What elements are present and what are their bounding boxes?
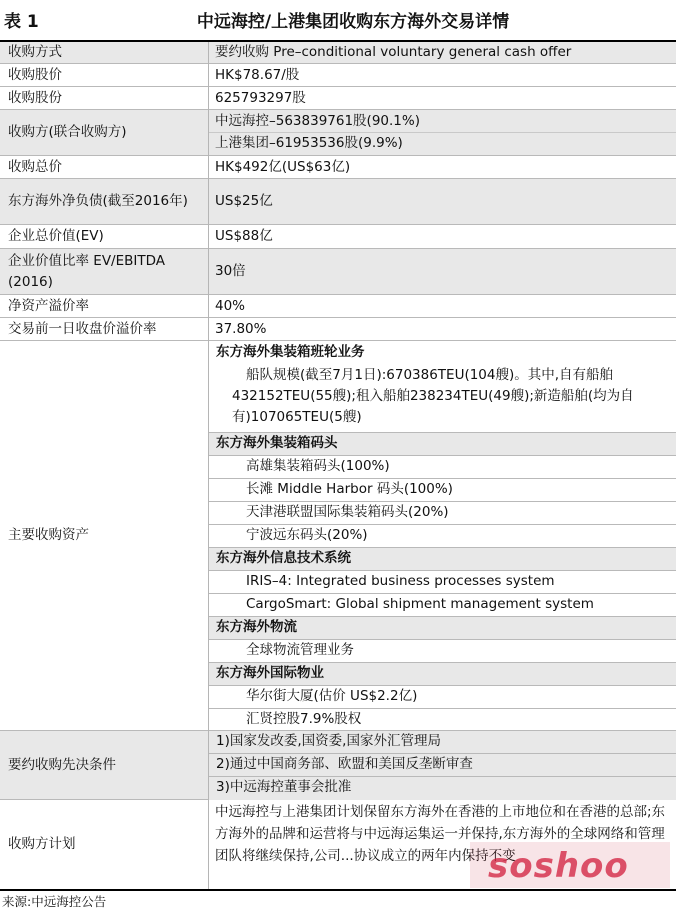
row-label: 收购股份 <box>8 89 62 106</box>
row-label: 净资产溢价率 <box>8 297 89 314</box>
source-note: 来源:中远海控公告 <box>2 894 107 909</box>
asset-fleet-text: 船队规模(截至7月1日):670386TEU(104艘)。其中,自有船舶432152TEU(55艘);租入船舶238234TEU(49艘);新造船舶(均为自有)107065TEU(5艘) <box>208 365 676 433</box>
asset-item: 华尔街大厦(估价 US$2.2亿) <box>208 686 676 709</box>
bottom-rule <box>0 889 676 891</box>
row-label: 收购方式 <box>8 44 62 60</box>
row-total <box>0 156 676 179</box>
row-label: 收购方(联合收购方) <box>8 124 127 140</box>
asset-section-heading: 东方海外集装箱码头 <box>208 433 676 456</box>
asset-section-heading: 东方海外信息技术系统 <box>208 548 676 571</box>
row-value: 40% <box>215 297 246 314</box>
row-value: HK$492亿(US$63亿) <box>215 158 351 175</box>
condition-item: 2)通过中国商务部、欧盟和美国反垄断审查 <box>208 754 676 777</box>
row-label: 收购方计划 <box>8 836 76 852</box>
row-label: 要约收购先决条件 <box>8 756 116 773</box>
row-label: 收购总价 <box>8 158 62 175</box>
row-label: 收购股价 <box>8 66 62 83</box>
row-ev <box>0 225 676 249</box>
asset-item: IRIS–4: Integrated business processes system <box>208 571 676 594</box>
row-value: 37.80% <box>215 320 267 337</box>
column-divider <box>208 42 209 889</box>
table-number: 表 1 <box>4 12 39 32</box>
table-title: 中远海控/上港集团收购东方海外交易详情 <box>196 12 510 32</box>
plan-text: 中远海控与上港集团计划保留东方海外在香港的上市地位和在香港的总部;东方海外的品牌和运营将与中远海运集运一并保持,东方海外的全球网络和管理团队将继续保持,公司...协议成立的两年内保持不变 <box>215 804 666 864</box>
row-value: US$25亿 <box>215 193 273 209</box>
row-value: 要约收购 Pre–conditional voluntary general cash offer <box>215 44 572 60</box>
row-acquirers <box>0 110 676 156</box>
condition-item: 3)中远海控董事会批准 <box>208 777 676 800</box>
asset-item: 汇贤控股7.9%股权 <box>246 711 362 727</box>
row-value: 上港集团–61953536股(9.9%) <box>215 135 403 151</box>
asset-item: 长滩 Middle Harbor 码头(100%) <box>208 479 676 502</box>
row-value: HK$78.67/股 <box>215 66 300 83</box>
row-label: 主要收购资产 <box>8 527 89 543</box>
asset-item: CargoSmart: Global shipment management system <box>208 594 676 617</box>
row-premium-nav <box>0 295 676 318</box>
asset-section-heading: 东方海外集装箱班轮业务 <box>216 344 365 360</box>
row-value: 中远海控–563839761股(90.1%) <box>215 113 420 129</box>
row-price <box>0 64 676 87</box>
row-value: 30倍 <box>215 263 246 279</box>
condition-item: 1)国家发改委,国资委,国家外汇管理局 <box>208 731 676 754</box>
row-label: 东方海外净负债(截至2016年) <box>8 193 188 209</box>
row-method <box>0 42 676 64</box>
row-premium-close <box>0 318 676 341</box>
asset-section-heading: 东方海外物流 <box>208 617 676 640</box>
watermark-logo: soshoo <box>488 846 629 886</box>
asset-item: 宁波远东码头(20%) <box>208 525 676 548</box>
row-value: 625793297股 <box>215 89 306 106</box>
row-label: 企业总价值(EV) <box>8 228 104 244</box>
row-shares <box>0 87 676 110</box>
row-ev-ebitda <box>0 249 676 295</box>
asset-item: 天津港联盟国际集装箱码头(20%) <box>208 502 676 525</box>
table-header <box>0 0 676 40</box>
asset-item: 高雄集装箱码头(100%) <box>208 456 676 479</box>
row-net-debt <box>0 179 676 225</box>
row-label: 交易前一日收盘价溢价率 <box>8 320 157 337</box>
asset-item: 全球物流管理业务 <box>208 640 676 663</box>
asset-section-heading: 东方海外国际物业 <box>208 663 676 686</box>
row-label: 企业价值比率 EV/EBITDA (2016) <box>8 252 166 290</box>
row-value: US$88亿 <box>215 228 273 244</box>
